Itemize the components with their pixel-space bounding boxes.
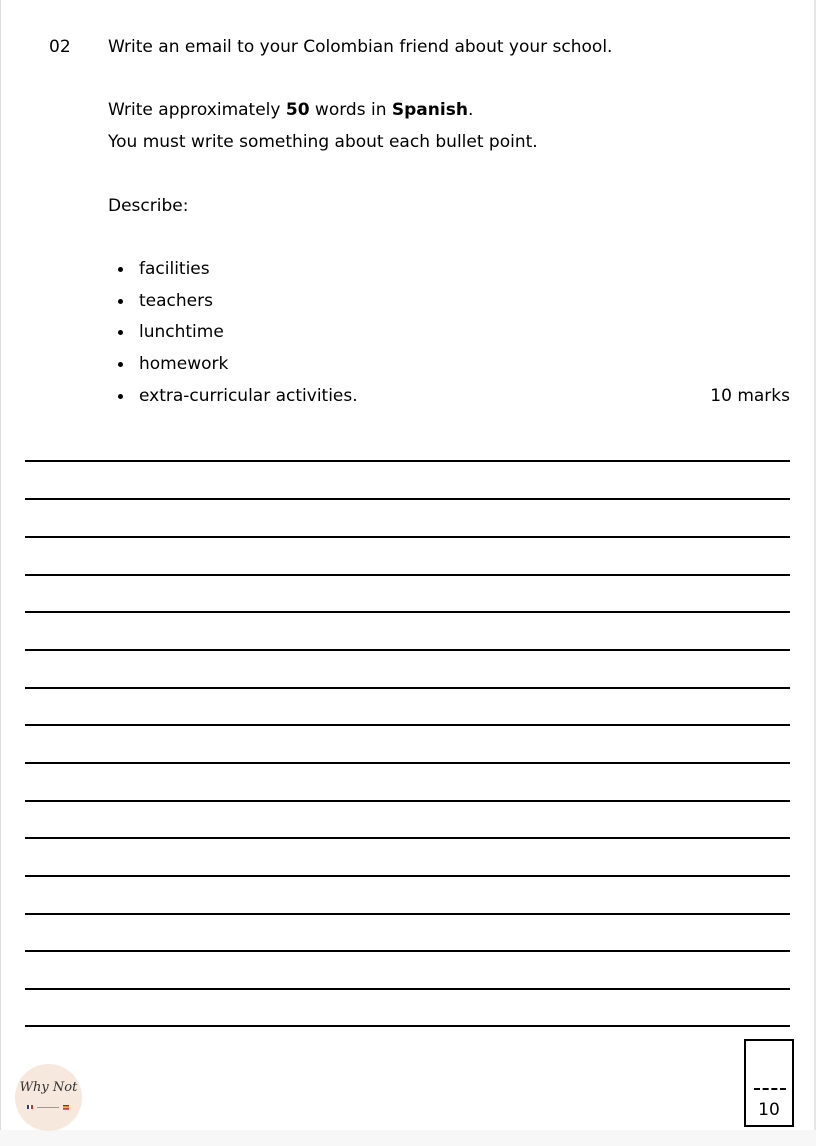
describe-label: Describe: xyxy=(108,196,189,216)
bullet-item xyxy=(108,385,358,417)
question-prompt: Write an email to your Colombian friend about your school. xyxy=(108,37,613,57)
bullet-item xyxy=(108,290,358,322)
bullet-dot-icon xyxy=(118,267,123,272)
answer-line[interactable] xyxy=(25,611,790,613)
answer-line[interactable] xyxy=(25,1025,790,1027)
answer-line[interactable] xyxy=(25,724,790,726)
answer-line[interactable] xyxy=(25,762,790,764)
word-count: 50 xyxy=(285,100,310,120)
bullet-dot-icon xyxy=(118,299,123,304)
requirement-text: You must write something about each bullet point. xyxy=(108,132,538,152)
answer-line[interactable] xyxy=(25,498,790,500)
bullet-text: lunchtime xyxy=(139,322,224,343)
bullet-item xyxy=(108,258,358,290)
logo-flags-icon xyxy=(25,1102,72,1112)
answer-line[interactable] xyxy=(25,913,790,915)
answer-line[interactable] xyxy=(25,875,790,877)
bullet-item xyxy=(108,353,358,385)
bullet-text: extra-curricular activities. xyxy=(139,385,358,406)
bullet-dot-icon xyxy=(118,394,123,399)
score-total: 10 xyxy=(758,1100,780,1120)
answer-line[interactable] xyxy=(25,574,790,576)
answer-line[interactable] xyxy=(25,649,790,651)
answer-line[interactable] xyxy=(25,800,790,802)
bullet-text: homework xyxy=(139,354,229,375)
answer-line[interactable] xyxy=(25,536,790,538)
answer-line[interactable] xyxy=(25,950,790,952)
answer-line[interactable] xyxy=(25,460,790,462)
score-blank xyxy=(754,1088,786,1090)
page-footer-band xyxy=(0,1130,816,1146)
page-edge-left xyxy=(0,0,1,1146)
bullet-text: facilities xyxy=(139,259,210,279)
instruction-prefix: Write approximately xyxy=(108,100,286,120)
instruction-suffix: . xyxy=(467,100,474,120)
answer-line[interactable] xyxy=(25,837,790,839)
bullet-text: teachers xyxy=(139,290,213,311)
answer-line[interactable] xyxy=(25,687,790,689)
bullet-item xyxy=(108,321,358,353)
score-box[interactable] xyxy=(744,1039,794,1127)
answer-line[interactable] xyxy=(25,988,790,990)
bullet-dot-icon xyxy=(118,362,123,367)
logo-text: Why Not xyxy=(19,1080,78,1095)
marks-label: 10 marks xyxy=(710,386,790,406)
bullet-dot-icon xyxy=(118,330,123,335)
question-number: 02 xyxy=(49,37,71,57)
bullet-list xyxy=(108,258,358,416)
target-language: Spanish xyxy=(391,100,468,120)
instruction-middle: words in xyxy=(309,100,392,120)
brand-logo xyxy=(15,1064,82,1131)
word-count-instruction xyxy=(108,99,473,121)
